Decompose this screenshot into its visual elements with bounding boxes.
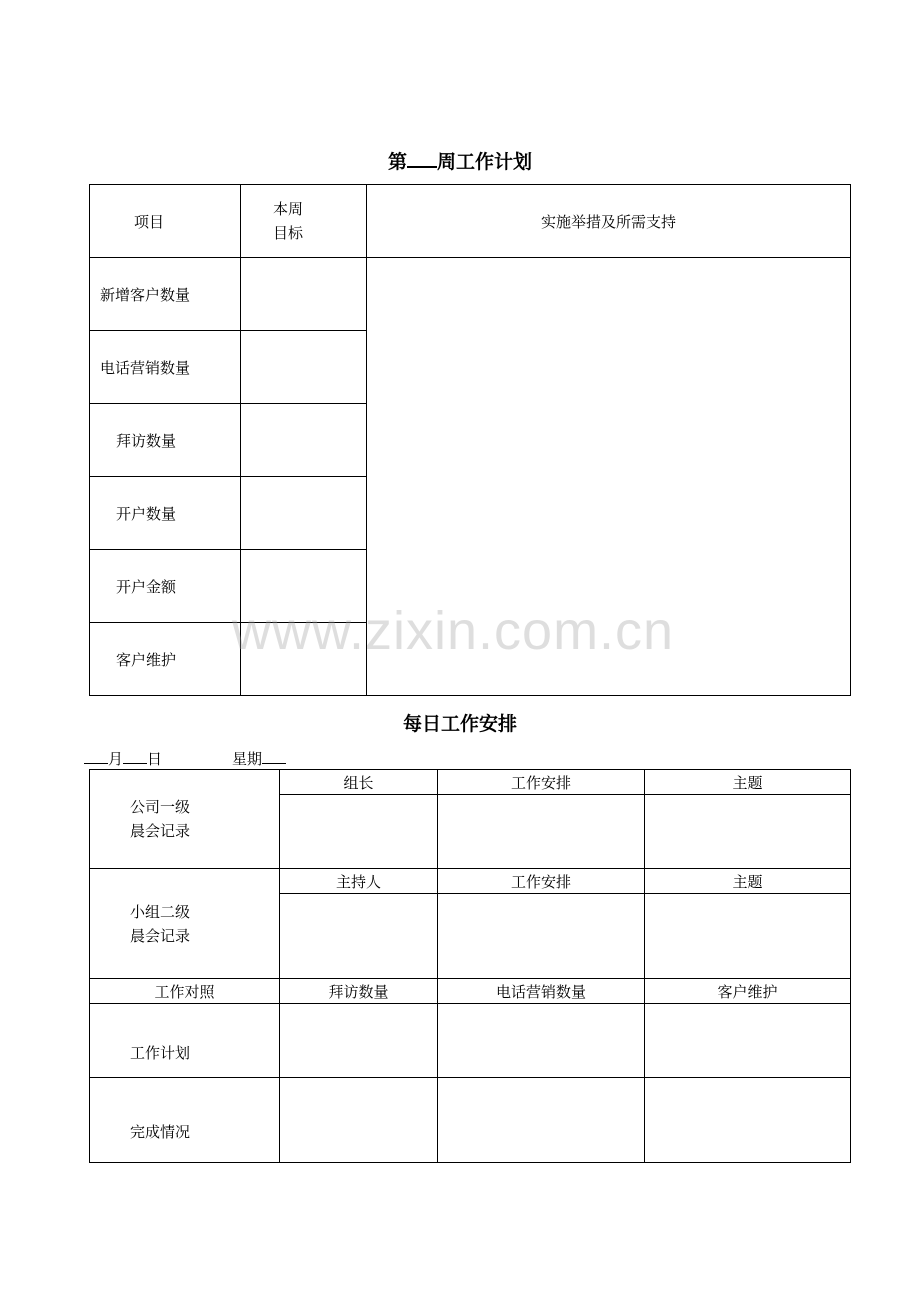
col-host: 主持人: [280, 869, 438, 894]
company-meeting-label: [90, 770, 280, 869]
col-topic: 主题: [645, 869, 851, 894]
watermark-text: www.zixin.com.cn: [232, 601, 675, 661]
col-work-arrangement: 工作安排: [438, 869, 645, 894]
done-visits-cell[interactable]: [280, 1078, 438, 1163]
company-arrangement-cell[interactable]: [438, 795, 645, 869]
goal-cell-account-amount[interactable]: [241, 550, 367, 623]
col-visits: 拜访数量: [280, 979, 438, 1004]
group-arrangement-cell[interactable]: [438, 894, 645, 979]
company-meeting-line1: 公司一级: [130, 798, 191, 816]
company-leader-cell[interactable]: [280, 795, 438, 869]
company-topic-cell[interactable]: [645, 795, 851, 869]
header-goal: [241, 185, 367, 258]
plan-visits-cell[interactable]: [280, 1004, 438, 1078]
weekly-title-prefix: 第: [387, 151, 407, 173]
weekly-row: [90, 258, 851, 331]
company-meeting-header-row: [90, 770, 851, 795]
header-item: 项目: [90, 185, 241, 258]
col-phone-sales: 电话营销数量: [438, 979, 645, 1004]
header-goal-line1: 本周: [273, 200, 304, 218]
measures-cell[interactable]: [367, 258, 851, 696]
group-meeting-label: [90, 869, 280, 979]
weekly-plan-table: [89, 184, 851, 696]
row-label-accounts-opened: 开户数量: [90, 477, 241, 550]
day-blank[interactable]: [123, 749, 147, 764]
group-meeting-header-row: [90, 869, 851, 894]
goal-cell-customer-maintenance[interactable]: [241, 623, 367, 696]
compare-label: 工作对照: [90, 979, 280, 1004]
date-line: [84, 748, 286, 769]
done-phone-cell[interactable]: [438, 1078, 645, 1163]
plan-maintenance-cell[interactable]: [645, 1004, 851, 1078]
col-topic: 主题: [645, 770, 851, 795]
company-meeting-line2: 晨会记录: [130, 822, 191, 840]
done-label: 完成情况: [90, 1078, 280, 1163]
row-label-new-customers: 新增客户数量: [90, 258, 241, 331]
goal-cell-accounts-opened[interactable]: [241, 477, 367, 550]
header-measures: 实施举措及所需支持: [367, 185, 851, 258]
row-label-phone-sales: 电话营销数量: [90, 331, 241, 404]
goal-cell-phone-sales[interactable]: [241, 331, 367, 404]
plan-row: [90, 1004, 851, 1078]
compare-header-row: [90, 979, 851, 1004]
daily-plan-table: [89, 769, 851, 1163]
header-goal-line2: 目标: [273, 224, 304, 242]
group-host-cell[interactable]: [280, 894, 438, 979]
plan-label: 工作计划: [90, 1004, 280, 1078]
plan-phone-cell[interactable]: [438, 1004, 645, 1078]
row-label-customer-maintenance: 客户维护: [90, 623, 241, 696]
group-meeting-line2: 晨会记录: [130, 926, 191, 945]
group-topic-cell[interactable]: [645, 894, 851, 979]
day-label: 日: [147, 750, 163, 768]
weekday-blank[interactable]: [262, 749, 286, 764]
weekly-title-suffix: 周工作计划: [437, 151, 533, 173]
daily-plan-title: 每日工作安排: [402, 713, 517, 735]
goal-cell-new-customers[interactable]: [241, 258, 367, 331]
group-meeting-line1: 小组二级: [130, 902, 191, 921]
goal-cell-visits[interactable]: [241, 404, 367, 477]
week-number-blank[interactable]: [407, 150, 437, 168]
col-work-arrangement: 工作安排: [438, 770, 645, 795]
done-row: [90, 1078, 851, 1163]
col-team-leader: 组长: [280, 770, 438, 795]
weekly-header-row: [90, 185, 851, 258]
month-blank[interactable]: [84, 749, 108, 764]
weekday-label: 星期: [232, 750, 263, 768]
col-customer-maintenance: 客户维护: [645, 979, 851, 1004]
done-maintenance-cell[interactable]: [645, 1078, 851, 1163]
month-label: 月: [108, 750, 124, 768]
weekly-plan-title: [0, 147, 920, 174]
row-label-account-amount: 开户金额: [90, 550, 241, 623]
row-label-visits: 拜访数量: [90, 404, 241, 477]
